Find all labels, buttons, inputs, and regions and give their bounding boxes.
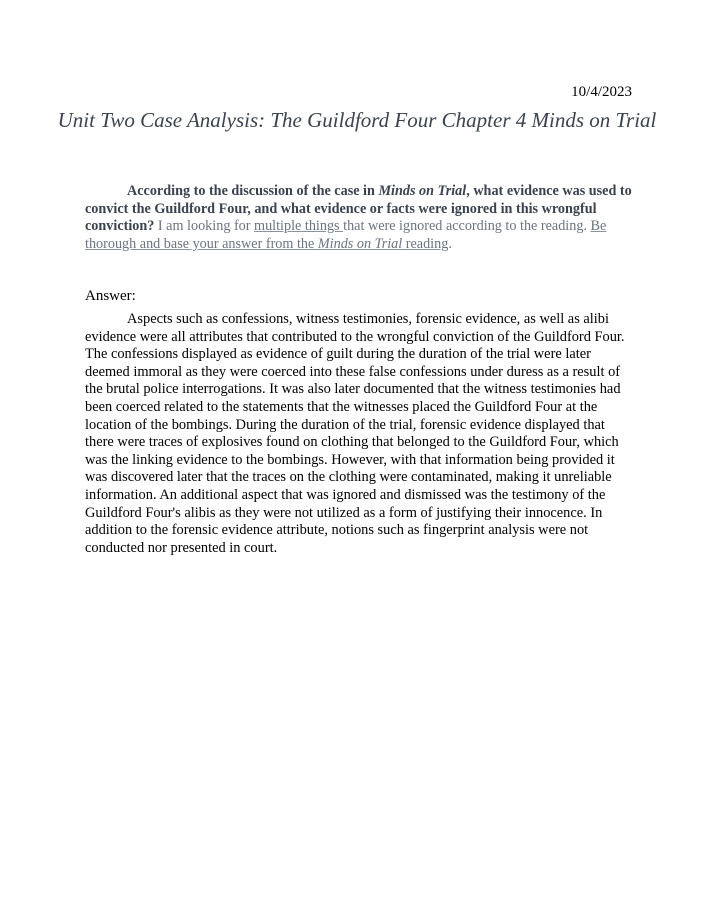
prompt-note-part2: that were ignored according to the reading.	[343, 218, 591, 235]
prompt-note-end: .	[448, 235, 452, 252]
prompt-book-title: Minds on Trial	[378, 183, 467, 199]
prompt-question-part1: According to the discussion of the case in	[127, 183, 379, 199]
assignment-prompt	[85, 183, 633, 253]
answer-label: Answer:	[85, 288, 136, 304]
document-title: Unit Two Case Analysis: The Guildford Four Chapter 4 Minds on Trial	[57, 108, 657, 132]
prompt-note-book-title: Minds on Trial	[317, 235, 403, 252]
prompt-note-underlined2a: Be thorough and base your answer from the	[85, 218, 607, 252]
prompt-note-part1: I am looking for	[154, 218, 255, 235]
prompt-question-part2: , what evidence was used to convict the Guildford Four, and what evidence or facts were ignored in this wrongful conviction?	[85, 183, 632, 235]
answer-paragraph	[85, 311, 635, 557]
answer-text: Aspects such as confessions, witness testimonies, forensic evidence, as well as alibi evidence were all attributes that contributed to the wrongful conviction of the Guildford Four. The confessions displayed as evidence of guilt during the duration of the trial were later deemed immoral as they were coerced into these false confessions under duress as a result of the brutal police interrogations. It was also later documented that the witness testimonies had been coerced related to the statements that the witnesses placed the Guildford Four at the location of the bombings. During the duration of the trial, forensic evidence displayed that there were traces of explosives found on clothing that belonged to the Guildford Four, which was the linking evidence to the bombings. However, with that information being provided it was discovered later that the traces on the clothing were contaminated, making it unreliable information. An additional aspect that was ignored and dismissed was the testimony of the Guildford Four's alibis as they were not utilized as a form of justifying their innocence. In addition to the forensic evidence attribute, notions such as fingerprint analysis were not conducted nor presented in court.	[85, 311, 625, 556]
document-date: 10/4/2023	[571, 84, 632, 100]
prompt-note-underlined1: multiple things	[254, 218, 344, 235]
prompt-note-underlined2b: reading	[402, 235, 449, 252]
